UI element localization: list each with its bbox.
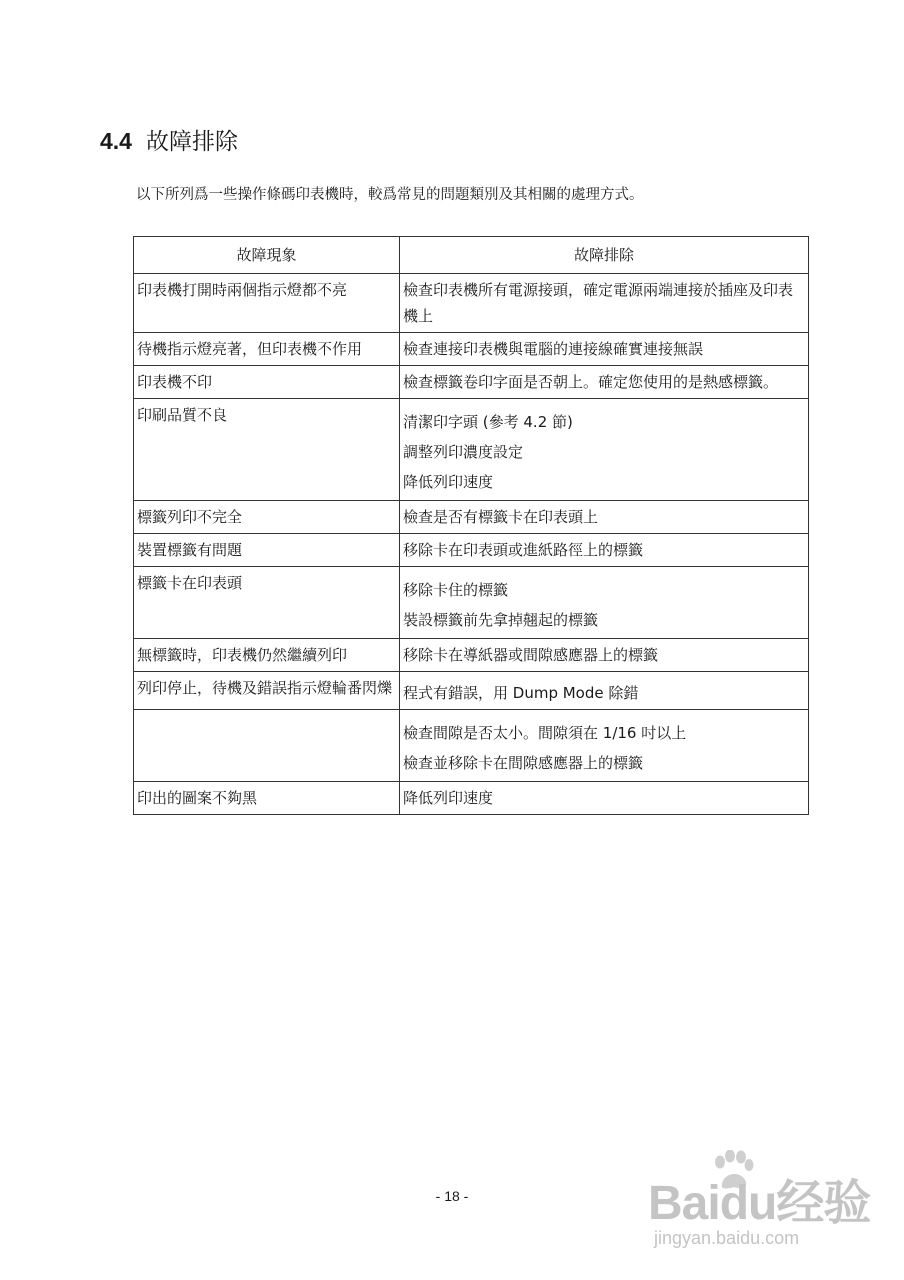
section-title: 故障排除 xyxy=(145,129,238,155)
solution-line: 移除卡住的標籤 xyxy=(403,581,509,599)
table-row xyxy=(134,710,809,782)
solution-line: 降低列印速度 xyxy=(403,473,494,491)
solution-cell xyxy=(400,501,809,534)
watermark-logo: Baidu经验 xyxy=(648,1177,871,1230)
header-solution: 故障排除 xyxy=(400,237,809,274)
solution-line: 檢查印表機所有電源接頭，確定電源兩端連接於插座及印表機上 xyxy=(403,281,794,325)
table-row xyxy=(134,782,809,815)
solution-cell xyxy=(400,274,809,333)
solution-line: 檢查標籤卷印字面是否朝上。確定您使用的是熱感標籤。 xyxy=(403,373,779,391)
solution-cell xyxy=(400,399,809,501)
solution-line: 清潔印字頭 (參考 4.2 節) xyxy=(403,413,573,431)
symptom-cell: 列印停止，待機及錯誤指示燈輪番閃爍 xyxy=(134,672,400,710)
table-row xyxy=(134,366,809,399)
table-row xyxy=(134,399,809,501)
section-heading xyxy=(100,123,238,156)
symptom-cell: 待機指示燈亮著，但印表機不作用 xyxy=(134,333,400,366)
table-row xyxy=(134,567,809,639)
symptom-cell: 印表機不印 xyxy=(134,366,400,399)
solution-line: 降低列印速度 xyxy=(403,789,494,807)
troubleshooting-table xyxy=(133,236,809,815)
table-row xyxy=(134,672,809,710)
solution-cell xyxy=(400,639,809,672)
table-row xyxy=(134,274,809,333)
table-row xyxy=(134,501,809,534)
solution-cell xyxy=(400,782,809,815)
solution-line: 移除卡在印表頭或進紙路徑上的標籤 xyxy=(403,541,644,559)
symptom-cell: 標籤列印不完全 xyxy=(134,501,400,534)
symptom-cell: 印刷品質不良 xyxy=(134,399,400,501)
solution-cell xyxy=(400,710,809,782)
header-symptom: 故障現象 xyxy=(134,237,400,274)
watermark-url: jingyan.baidu.com xyxy=(654,1228,800,1248)
solution-cell xyxy=(400,534,809,567)
solution-cell xyxy=(400,333,809,366)
solution-line: 檢查間隙是否太小。間隙須在 1/16 吋以上 xyxy=(403,724,687,742)
solution-line: 移除卡在導紙器或間隙感應器上的標籤 xyxy=(403,646,659,664)
table-row xyxy=(134,534,809,567)
symptom-cell: 標籤卡在印表頭 xyxy=(134,567,400,639)
solution-cell xyxy=(400,567,809,639)
solution-line: 調整列印濃度設定 xyxy=(403,443,524,461)
section-number: 4.4 xyxy=(100,128,132,154)
solution-line: 裝設標籤前先拿掉翹起的標籤 xyxy=(403,611,599,629)
intro-paragraph: 以下所列爲一些操作條碼印表機時，較爲常見的問題類別及其相關的處理方式。 xyxy=(136,187,644,203)
symptom-cell: 裝置標籤有問題 xyxy=(134,534,400,567)
solution-cell xyxy=(400,366,809,399)
symptom-cell: 印出的圖案不夠黑 xyxy=(134,782,400,815)
symptom-cell: 無標籤時，印表機仍然繼續列印 xyxy=(134,639,400,672)
solution-line: 檢查連接印表機與電腦的連接線確實連接無誤 xyxy=(403,340,704,358)
solution-line: 程式有錯誤，用 Dump Mode 除錯 xyxy=(403,684,639,702)
table-row xyxy=(134,639,809,672)
symptom-cell xyxy=(134,710,400,782)
solution-line: 檢查並移除卡在間隙感應器上的標籤 xyxy=(403,754,644,772)
solution-line: 檢查是否有標籤卡在印表頭上 xyxy=(403,508,599,526)
baidu-watermark xyxy=(644,1150,884,1270)
table-header-row xyxy=(134,237,809,274)
symptom-cell: 印表機打開時兩個指示燈都不亮 xyxy=(134,274,400,333)
page-number: - 18 - xyxy=(435,1188,469,1204)
solution-cell xyxy=(400,672,809,710)
table-row xyxy=(134,333,809,366)
